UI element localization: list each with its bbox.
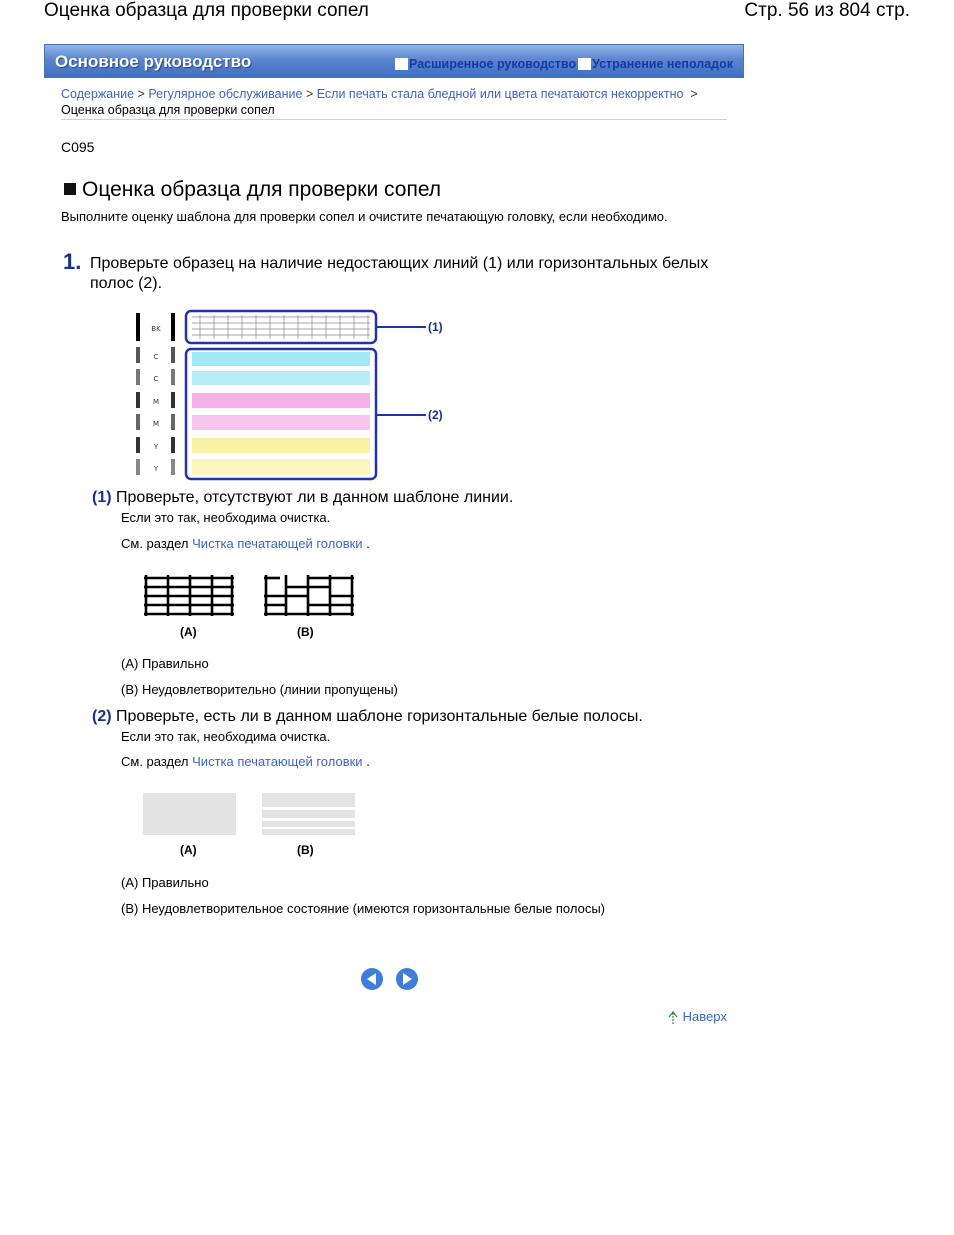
yellow-band (192, 438, 370, 453)
banner-tabs (395, 57, 735, 71)
ink-label: BK (151, 325, 161, 333)
breadcrumb-link-contents[interactable]: Содержание (61, 87, 135, 101)
example-label-a: (A) (180, 843, 197, 857)
print-head-cleaning-link[interactable]: Чистка печатающей головки (192, 754, 363, 769)
breadcrumb-separator: > (690, 87, 698, 101)
section-intro: Выполните оценку шаблона для проверки сопел и очистите печатающую головку, если необходимо. (61, 209, 668, 224)
see-also-prefix: См. раздел (121, 536, 189, 551)
doc-code: C095 (61, 139, 95, 155)
substep-number: (1) (92, 489, 112, 506)
substep-note: Если это так, необходима очистка. (121, 510, 331, 525)
callout-label-1: (1) (428, 320, 443, 334)
see-also (121, 754, 370, 769)
bullet-square-icon (64, 183, 76, 195)
magenta-band (192, 393, 370, 408)
breadcrumb-link-faded-print[interactable]: Если печать стала бледной или цвета печатаются некорректно (316, 87, 684, 101)
cyan-band (192, 352, 370, 366)
arrow-up-icon (667, 1009, 679, 1025)
substep-1-heading (92, 489, 513, 507)
section-heading-text: Оценка образца для проверки сопел (82, 178, 442, 201)
breadcrumb-current: Оценка образца для проверки сопел (61, 103, 275, 117)
result-a: (A) Правильно (121, 875, 209, 890)
tab-troubleshooting-label: Устранение неполадок (592, 57, 733, 71)
ink-label: Y (153, 465, 159, 473)
substep-heading-text: Проверьте, отсутствуют ли в данном шаблоне линии. (116, 489, 514, 506)
see-also (121, 536, 370, 551)
tab-icon (395, 58, 408, 70)
tab-advanced-guide[interactable] (395, 57, 578, 71)
guide-banner (44, 44, 744, 78)
result-b: (B) Неудовлетворительно (линии пропущены) (121, 682, 398, 697)
substep-2-heading (92, 708, 643, 726)
see-also-prefix: См. раздел (121, 754, 189, 769)
step-number: 1. (63, 249, 82, 274)
grid-comparison-figure (140, 570, 370, 642)
grid-example-b (264, 575, 354, 616)
banner-title: Основное руководство (55, 52, 252, 71)
magenta-band (192, 415, 370, 430)
band-example-a (143, 793, 236, 835)
band-example-b (262, 793, 355, 835)
breadcrumb-separator: > (305, 87, 314, 101)
tab-advanced-label: Расширенное руководство (409, 57, 577, 71)
ink-label: C (153, 353, 159, 361)
ink-label: Y (153, 443, 159, 451)
previous-page-icon[interactable] (360, 967, 386, 993)
section-heading (64, 178, 441, 202)
ink-label: M (152, 398, 160, 406)
band-comparison-figure (140, 790, 370, 860)
nozzle-check-pattern-figure (130, 305, 460, 485)
yellow-band (192, 459, 370, 475)
example-label-a: (A) (180, 625, 197, 639)
breadcrumb-link-maintenance[interactable]: Регулярное обслуживание (148, 87, 303, 101)
divider (61, 119, 727, 120)
substep-note: Если это так, необходима очистка. (121, 729, 331, 744)
next-page-icon[interactable] (395, 967, 421, 993)
result-b: (B) Неудовлетворительное состояние (имеются горизонтальные белые полосы) (121, 901, 606, 916)
example-label-b: (B) (297, 625, 314, 639)
print-head-cleaning-link[interactable]: Чистка печатающей головки (192, 536, 363, 551)
step-text: Проверьте образец на наличие недостающих линий (1) или горизонтальных белых полос (2). (90, 255, 709, 292)
callout-label-2: (2) (428, 408, 443, 422)
tab-troubleshooting[interactable] (578, 57, 735, 71)
see-also-suffix: . (366, 536, 370, 551)
grid-pattern-lines (192, 315, 370, 339)
substep-number: (2) (92, 708, 112, 725)
see-also-suffix: . (366, 754, 370, 769)
ink-label: M (152, 420, 160, 428)
substep-heading-text: Проверьте, есть ли в данном шаблоне горизонтальные белые полосы. (116, 708, 643, 725)
result-a: (A) Правильно (121, 656, 209, 671)
page-counter: Стр. 56 из 804 стр. (744, 0, 910, 21)
page-title: Оценка образца для проверки сопел (44, 0, 369, 21)
tab-icon (578, 58, 591, 70)
example-label-b: (B) (297, 843, 314, 857)
back-to-top-link[interactable] (667, 1009, 727, 1025)
grid-example-a (144, 575, 234, 616)
breadcrumb-separator: > (137, 87, 145, 101)
breadcrumb (61, 86, 727, 118)
back-to-top-label: Наверх (682, 1009, 727, 1024)
grid-pattern-box (186, 311, 376, 343)
ink-label: C (153, 375, 159, 383)
cyan-band (192, 371, 370, 385)
